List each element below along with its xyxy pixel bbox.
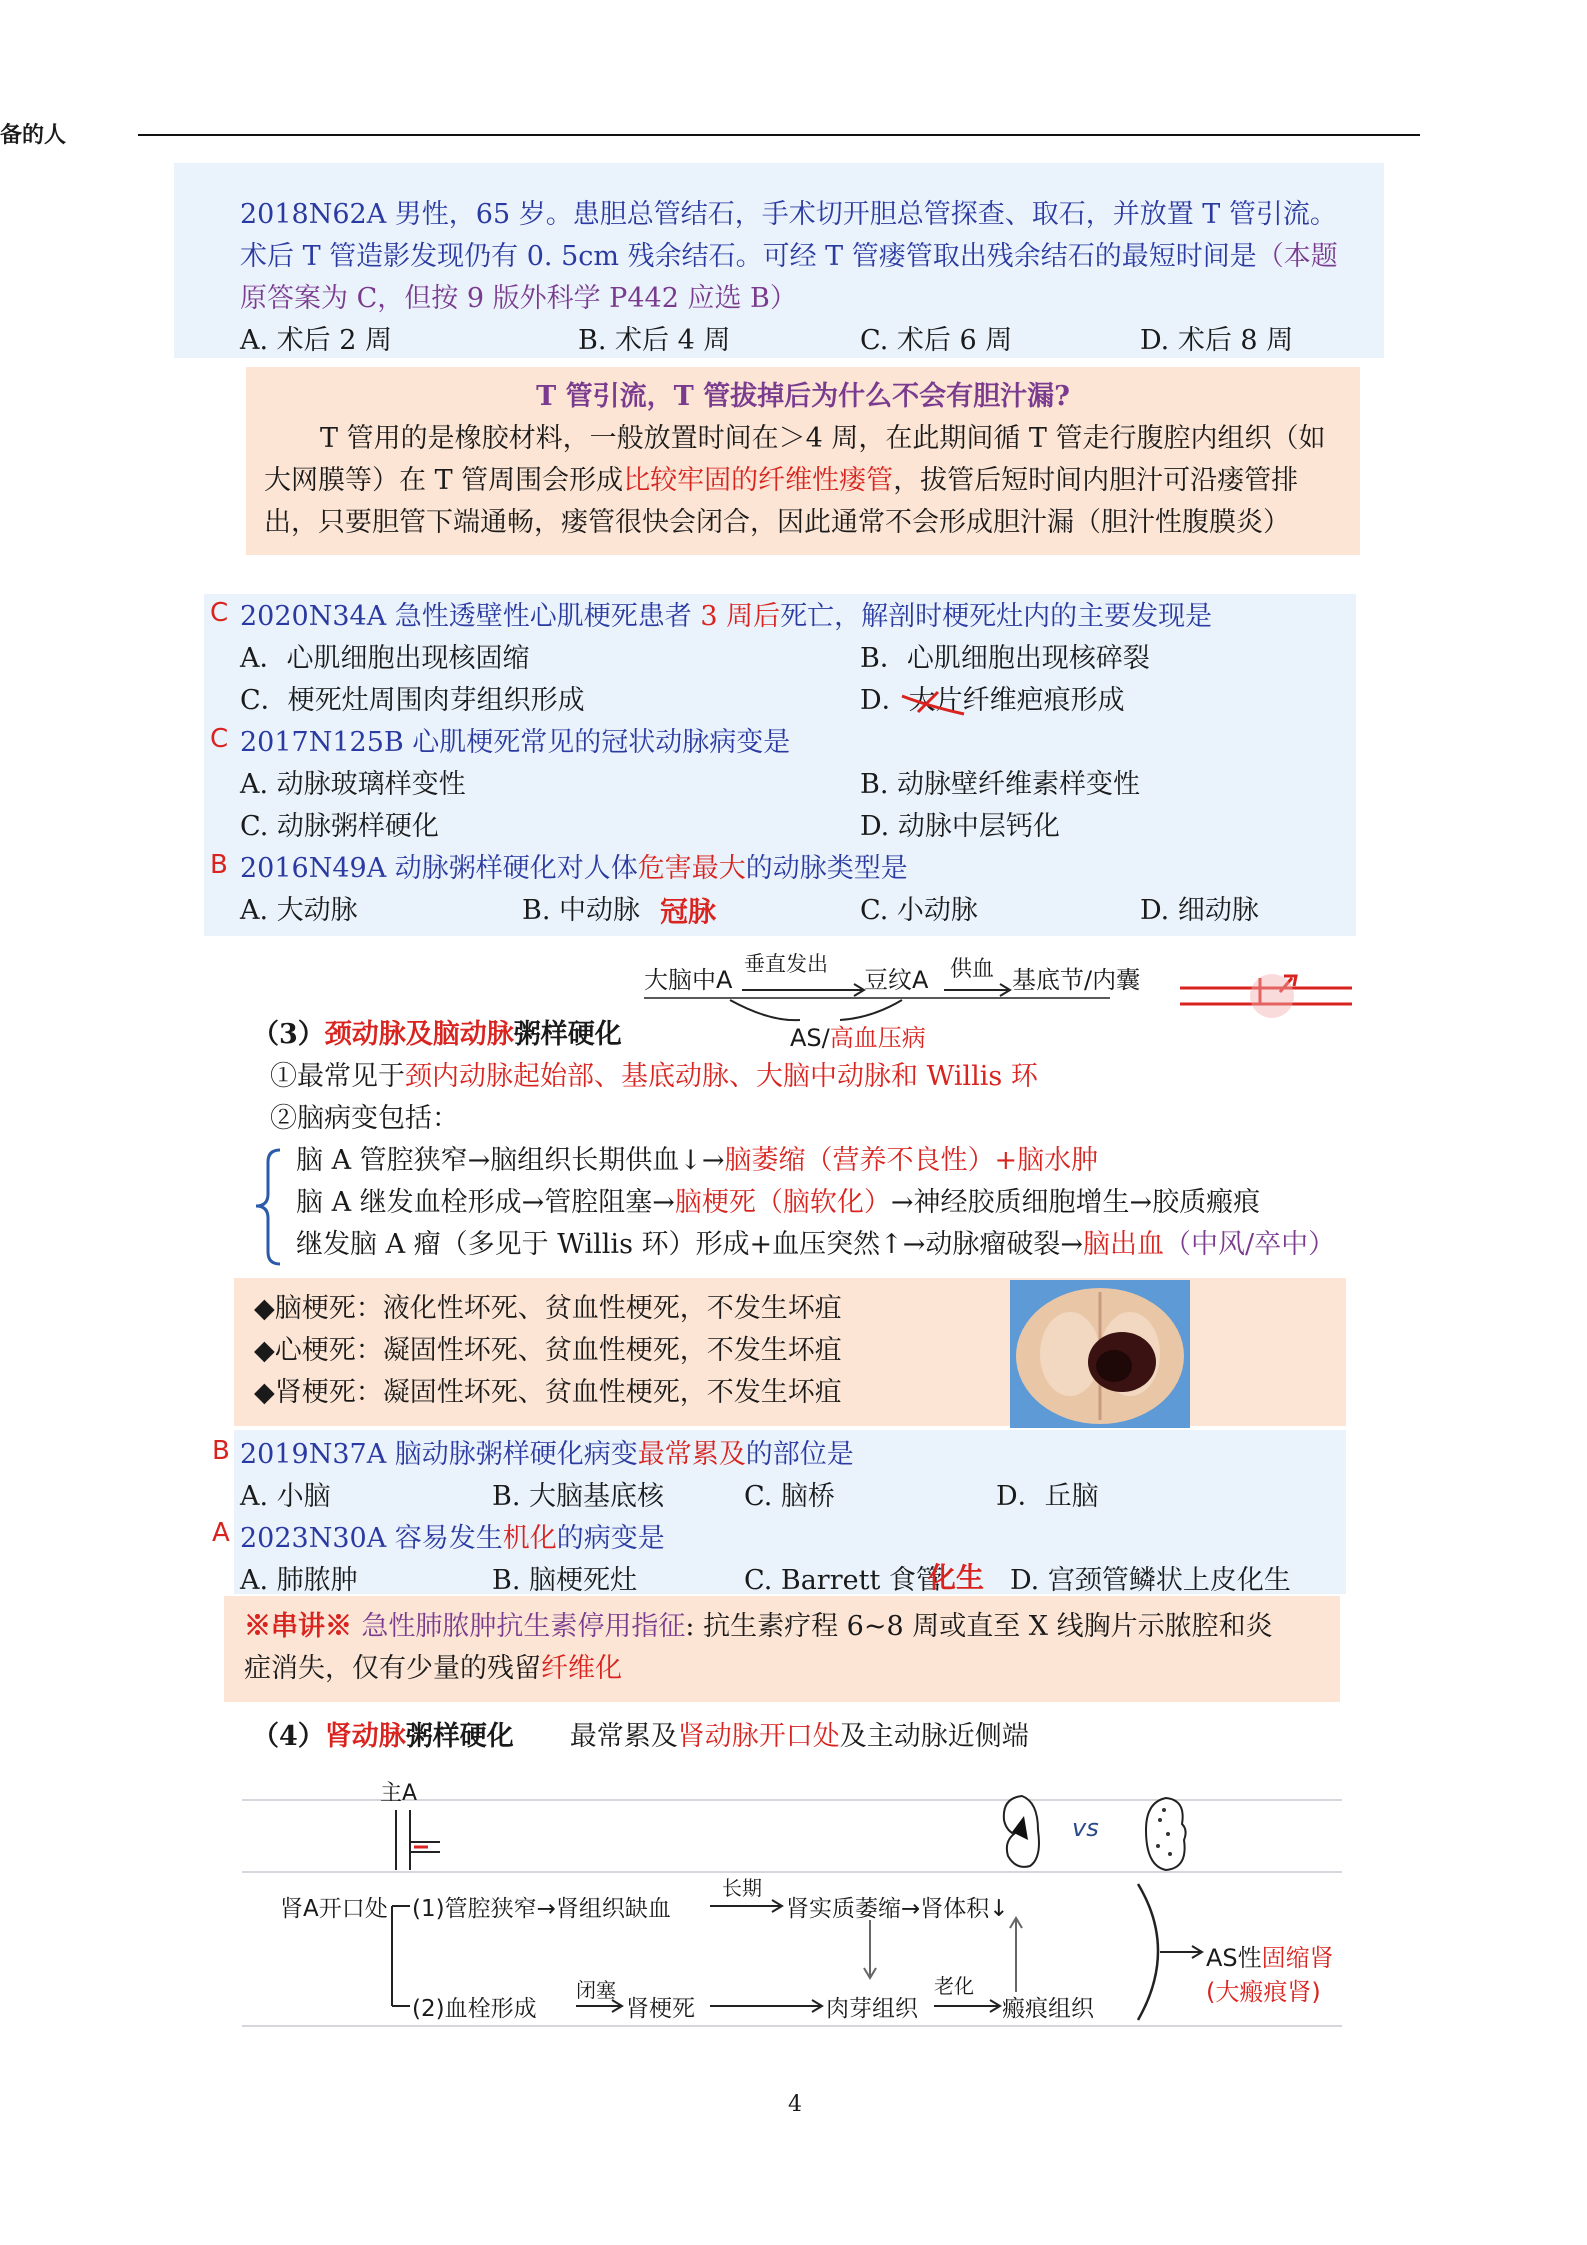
kidney-row1b: 肾实质萎缩→肾体积↓ (786, 1896, 1009, 1922)
q6-option-c: C. Barrett 食管 (744, 1565, 943, 1596)
section3-l1-a: 脑 A 管腔狭窄→脑组织长期供血↓→ (296, 1145, 725, 1176)
section3-point1 (270, 1056, 1038, 1098)
kidney-result-red: 固缩肾 (1261, 1944, 1334, 1972)
q1-option-c: C. 术后 6 周 (860, 325, 1013, 356)
q5-stem-a: 2019N37A 脑动脉粥样硬化病变 (240, 1439, 638, 1470)
section3-p1-a: ①最常见于 (270, 1061, 405, 1092)
kidney-aging-label: 老化 (934, 1974, 974, 1998)
section3-l2-red: 脑梗死（脑软化） (674, 1187, 891, 1218)
kidney-occl-label: 闭塞 (576, 1978, 616, 2002)
section3-lesion1 (296, 1140, 1098, 1182)
section3-l3-a: 继发脑 A 瘤（多见于 Willis 环）形成+血压突然↑→动脉瘤破裂→ (296, 1229, 1083, 1260)
series-line2 (244, 1648, 622, 1690)
q1-note-start: （本题 (1256, 241, 1338, 272)
q4-option-c: C. 小动脉 (860, 895, 978, 926)
kidney-row1: (1)管腔狭窄→肾组织缺血 (412, 1896, 671, 1922)
q5-stem (240, 1434, 854, 1476)
q6-stem-red: 机化 (502, 1523, 557, 1554)
series-text1: : 抗生素疗程 6~8 周或直至 X 线胸片示脓腔和炎 (685, 1611, 1273, 1642)
q1-option-a: A. 术后 2 周 (240, 325, 393, 356)
q6-hand-note: 化生 (928, 1561, 985, 1594)
q2-option-d: D．大片纤维疤痕形成 (860, 685, 1125, 716)
q4-stem-red: 危害最大 (637, 853, 746, 884)
section3-l2-b: →神经胶质细胞增生→胶质瘢痕 (890, 1187, 1261, 1218)
infarct-item-brain: ◆脑梗死：液化性坏死、贫血性梗死，不发生坏疽 (254, 1293, 842, 1324)
brain-diagram-arrow2-label: 供血 (950, 957, 995, 982)
q3-option-b: B. 动脉壁纤维素样变性 (860, 769, 1141, 800)
q5-option-b: B. 大脑基底核 (492, 1481, 665, 1512)
q6-stem-a: 2023N30A 容易发生 (240, 1523, 503, 1554)
q4-option-d: D. 细动脉 (1140, 895, 1259, 926)
section4-title-b: 粥样硬化 (405, 1721, 514, 1752)
q1-stem-line2 (240, 236, 1338, 278)
q3-option-d: D. 动脉中层钙化 (860, 811, 1060, 842)
brain-diagram-c: 基底节/内囊 (1012, 966, 1141, 994)
q3-answer-mark: C (210, 724, 229, 754)
q6-stem (240, 1518, 665, 1560)
section4-title (252, 1716, 1029, 1758)
section3-lesion2 (296, 1182, 1260, 1224)
q4-option-b: B. 中动脉 (522, 895, 641, 926)
q2-stem-a: 2020N34A 急性透壁性心肌梗死患者 (240, 601, 701, 632)
q4-option-a: A. 大动脉 (240, 895, 358, 926)
section3-l1-red: 脑萎缩（营养不良性）+脑水肿 (724, 1145, 1099, 1176)
section3-l3-red: 脑出血 (1083, 1229, 1164, 1260)
q2-option-c: C．梗死灶周围肉芽组织形成 (240, 685, 585, 716)
brain-diagram-bottom-red: 高血压病 (829, 1024, 926, 1052)
kidney-vs: vs (1072, 1814, 1099, 1842)
kidney-long-label: 长期 (722, 1876, 762, 1900)
kidney-start: 肾A开口处 (280, 1896, 388, 1922)
section4-desc-a: 最常累及 (569, 1721, 678, 1752)
q5-option-d: D．丘脑 (996, 1481, 1099, 1512)
kidney-scar: 瘢痕组织 (1002, 1996, 1094, 2022)
q6-option-d: D. 宫颈管鳞状上皮化生 (1010, 1565, 1291, 1596)
section4-desc-b: 及主动脉近侧端 (839, 1721, 1029, 1752)
series-text2a: 症消失，仅有少量的残留 (244, 1653, 541, 1684)
q3-option-c: C. 动脉粥样硬化 (240, 811, 439, 842)
q5-answer-mark: B (212, 1436, 230, 1466)
kidney-result (1206, 1938, 1334, 1973)
q2-option-a: A．心肌细胞出现核固缩 (240, 643, 530, 674)
q2-option-b: B．心肌细胞出现核碎裂 (860, 643, 1150, 674)
series-line1 (244, 1606, 1273, 1648)
brain-diagram-lines (640, 970, 1360, 1026)
q5-option-a: A. 小脑 (240, 1481, 331, 1512)
section3-point2: ②脑病变包括： (270, 1103, 459, 1134)
q4-stem-a: 2016N49A 动脉粥样硬化对人体 (240, 853, 638, 884)
infarct-item-kidney: ◆肾梗死：凝固性坏死、贫血性梗死，不发生坏疽 (254, 1377, 842, 1408)
brain-diagram-arrow1-label: 垂直发出 (744, 952, 828, 976)
q4-hand-note: 冠脉 (660, 895, 717, 928)
section3-title (252, 1014, 622, 1056)
section3-lesion3 (296, 1224, 1335, 1266)
kidney-result-paren: (大瘢痕肾) (1206, 1978, 1321, 2006)
series-topic: 急性肺脓肿抗生素停用指征 (361, 1611, 686, 1642)
q2-stem-red: 3 周后 (700, 601, 781, 632)
strike-mark (898, 686, 970, 718)
q6-option-b: B. 脑梗死灶 (492, 1565, 638, 1596)
series-tag: ※串讲※ (244, 1611, 362, 1642)
kidney-row2b: 肾梗死 (626, 1996, 695, 2022)
section4-title-red: 肾动脉 (324, 1721, 406, 1752)
q3-option-a: A. 动脉玻璃样变性 (240, 769, 466, 800)
series-text2red: 纤维化 (541, 1653, 622, 1684)
section3-l2-a: 脑 A 继发血栓形成→管腔阻塞→ (296, 1187, 675, 1218)
tube-box-line3: 出，只要胆管下端通畅，瘘管很快会闭合，因此通常不会形成胆汁漏（胆汁性腹膜炎） (264, 507, 1290, 538)
q4-stem-b: 的动脉类型是 (745, 853, 908, 884)
kidney-result-a: AS性 (1206, 1944, 1262, 1972)
tube-box-line2-a: 大网膜等）在 T 管周围会形成 (264, 465, 624, 496)
q1-option-d: D. 术后 8 周 (1140, 325, 1294, 356)
q1-stem-line1: 2018N62A 男性，65 岁。患胆总管结石，手术切开胆总管探查、取石，并放置 T 管引流。 (240, 199, 1337, 230)
infarct-item-heart: ◆心梗死：凝固性坏死、贫血性梗死，不发生坏疽 (254, 1335, 842, 1366)
q2-stem (240, 596, 1212, 638)
tube-box-line1: T 管用的是橡胶材料，一般放置时间在＞4 周，在此期间循 T 管走行腹腔内组织（如 (320, 423, 1326, 454)
kidney-row2a: (2)血栓形成 (412, 1996, 537, 2022)
tube-box-line2-red: 比较牢固的纤维性瘘管 (623, 465, 894, 496)
q5-option-c: C. 脑桥 (744, 1481, 835, 1512)
q3-stem: 2017N125B 心肌梗死常见的冠状动脉病变是 (240, 727, 791, 758)
page-number: 4 (788, 2092, 802, 2117)
section3-title-red: 颈动脉及脑动脉 (324, 1019, 514, 1050)
tube-box-line2-b: ，拔管后短时间内胆汁可沿瘘管排 (893, 465, 1299, 496)
q2-stem-b: 死亡，解剖时梗死灶内的主要发现是 (780, 601, 1213, 632)
section3-num: （3） (252, 1019, 325, 1050)
brain-diagram-a: 大脑中A (644, 966, 733, 994)
section3-p1-red: 颈内动脉起始部、基底动脉、大脑中动脉和 Willis 环 (405, 1061, 1038, 1092)
brace-icon (254, 1148, 284, 1266)
q6-option-a: A. 肺脓肿 (240, 1565, 358, 1596)
q1-option-b: B. 术后 4 周 (578, 325, 731, 356)
section4-num: （4） (252, 1721, 325, 1752)
tube-box-title: T 管引流，T 管拔掉后为什么不会有胆汁漏? (536, 381, 1070, 412)
brain-hemorrhage-photo (1010, 1280, 1190, 1428)
q1-note: 原答案为 C，但按 9 版外科学 P442 应选 B） (240, 283, 797, 314)
q4-answer-mark: B (210, 850, 228, 880)
q5-stem-b: 的部位是 (745, 1439, 854, 1470)
brain-diagram-bottom-a: AS/ (790, 1024, 830, 1052)
kidney-granulation: 肉芽组织 (826, 1996, 918, 2022)
section3-title-b: 粥样硬化 (513, 1019, 622, 1050)
q2-answer-mark: C (210, 598, 229, 628)
brain-diagram-b: 豆纹A (864, 966, 929, 994)
q1-stem: 术后 T 管造影发现仍有 0. 5cm 残余结石。可经 T 管瘘管取出残余结石的最短时间是 (240, 241, 1257, 272)
tube-box-line2 (264, 460, 1298, 502)
q6-answer-mark: A (212, 1518, 230, 1548)
q6-stem-b: 的病变是 (556, 1523, 665, 1554)
section3-l3-purple: （中风/卒中） (1164, 1229, 1336, 1260)
q4-stem (240, 848, 908, 890)
section4-desc-red: 肾动脉开口处 (677, 1721, 840, 1752)
q5-stem-red: 最常累及 (637, 1439, 746, 1470)
header-fragment: 备的人 (0, 123, 67, 148)
header-rule (138, 134, 1420, 136)
kidney-aorta-label: 主A (380, 1781, 418, 1806)
